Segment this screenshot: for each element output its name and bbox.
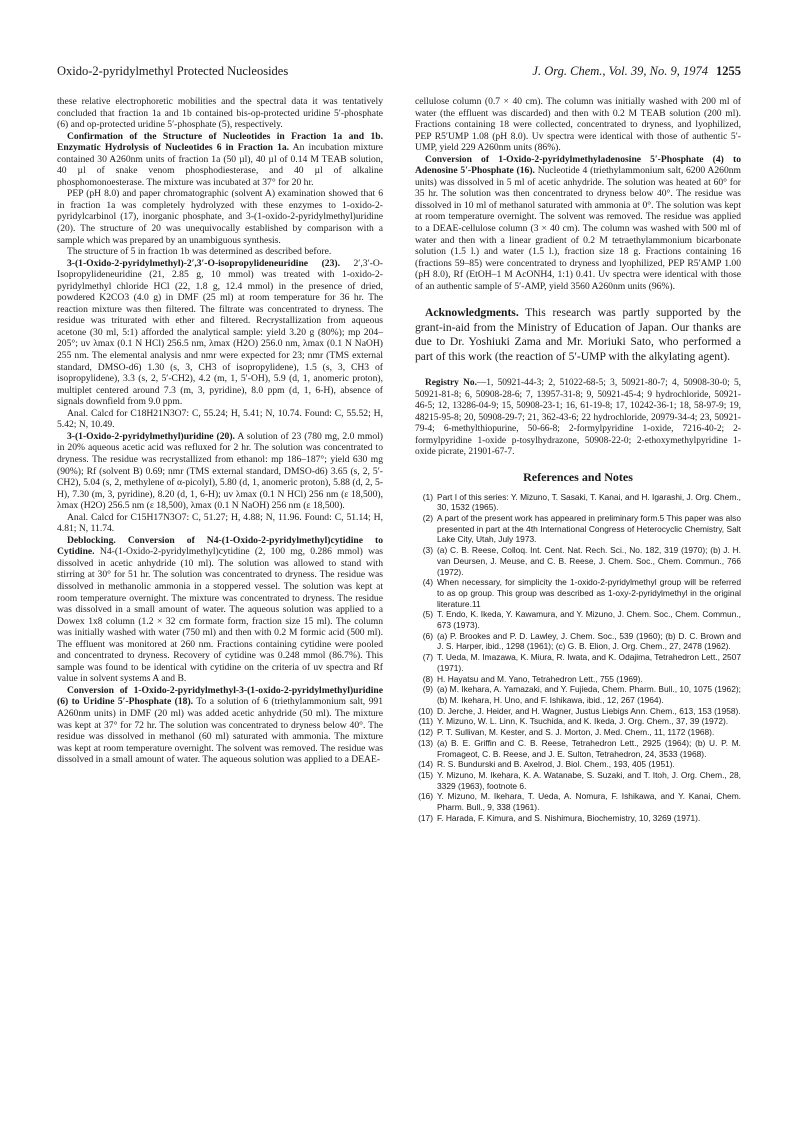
paragraph-heading: 3-(1-Oxido-2-pyridylmethyl)-2′,3′-O-isopropylideneuridine (23). xyxy=(67,257,340,269)
reference-text: T. Ueda, M. Imazawa, K. Miura, R. Iwata, and K. Odajima, Tetrahedron Lett., 2507 (1971). xyxy=(437,652,741,673)
references-heading: References and Notes xyxy=(523,470,633,485)
paragraph-heading: 3-(1-Oxido-2-pyridylmethyl)uridine (20). xyxy=(67,430,235,442)
paragraph-text: cellulose column (0.7 × 40 cm). The column was initially washed with 200 ml of water (the effluent was discarded) and then with 0.2 M TEAB solution (200 ml). Fractions containing 18 were collected, concentrated to dryness, and lyophilized, PEP R5′UMP 1.08 (pH 8.0). Uv spectra were identical with those of authentic 5′-UMP, yield 229 A260nm units (86%). xyxy=(415,96,741,154)
paragraph-heading: Conversion of 1-Oxido-2-pyridylmethyl-3-(1-oxido-2-pyridylmethyl)uridine (6) to Uridine 5′-Phosphate (18). xyxy=(57,684,383,708)
reference-number: (8) xyxy=(422,673,433,684)
reference-number: (6) xyxy=(422,630,433,641)
references-list xyxy=(415,492,741,824)
reference-text: Y. Mizuno, W. L. Linn, K. Tsuchida, and K. Ikeda, J. Org. Chem., 37, 39 (1972). xyxy=(437,716,729,727)
running-title: Oxido-2-pyridylmethyl Protected Nucleosides xyxy=(57,64,289,78)
right-column xyxy=(415,96,741,823)
reference-text: (a) P. Brookes and P. D. Lawley, J. Chem. Soc., 539 (1960); (b) D. C. Brown and J. S. Harper, ibid., 1298 (1961); (c) G. B. Elion, J. Org. Chem., 27, 2478 (1962). xyxy=(437,630,741,652)
journal-citation xyxy=(532,64,741,79)
reference-text: F. Harada, F. Kimura, and S. Nishimura, Biochemistry, 10, 3269 (1971). xyxy=(437,812,701,823)
page-header xyxy=(57,64,741,84)
paragraph-text: Anal. Calcd for C18H21N3O7: C, 55.24; H, 5.41; N, 10.74. Found: C, 55.52; H, 5.42; N, 10.49. xyxy=(57,407,383,431)
acknowledgments-heading: Acknowledgments. xyxy=(425,306,519,320)
paragraph-text: 2′,3′-O-Isopropylideneuridine (21, 2.85 g, 10 mmol) was treated with 1-oxido-2-pyridylmethyl chloride HCl (22, 1.8 g, 12.4 mmol) in the presence of dried, powdered K2CO3 (4.0 g) in DMF (25 ml) at room temperature for 36 hr. The reaction mixture was then filtered. The filtrate was concentrated to dryness. The residue was triturated with ether and filtered. Recrystallization from aqueous acetone (30 ml, 5:1) afforded the analytical sample: yield 3.20 g (80%); mp 204–205°; uv λmax (0.1 N HCl) 256.5 nm, λmax (H2O) 256.0 nm, λmax (0.1 N NaOH) 255 nm. The elemental analysis and nmr were expected for 23; nmr (TMS external standard, DMSO-d6) 1.30 (s, 3, CH3 of isopropylidene), 1.5 (s, 3, CH3 of isopropylidene), 3.3 (s, 2, 5′-CH2), 4.2 (m, 1, 5′-OH), 5.9 (d, 1, anomeric proton), multiplet centered around 7.3 (m, 3, pyridine), 8.0 ppm (d, 1, 6-H), absence of signals downfield from 9.0 ppm. xyxy=(57,257,383,408)
reference-item xyxy=(415,609,741,630)
reference-number: (12) xyxy=(418,727,433,738)
reference-item xyxy=(415,738,741,759)
reference-text: Y. Mizuno, M. Ikehara, K. A. Watanabe, S. Suzaki, and T. Itoh, J. Org. Chem., 28, 3329 (1963), footnote 6. xyxy=(437,769,741,791)
reference-item xyxy=(415,791,741,812)
reference-item xyxy=(415,652,741,673)
paragraph-text: PEP (pH 8.0) and paper chromatographic (solvent A) examination showed that 6 in fraction 1a was completely hydrolyzed with these enzymes to 1-oxido-2-pyridylcarbinol (17), inorganic phosphate, and 3-(1-oxido-2-pyridylmethyl)uridine (20). The structure of 20 was unequivocally established by comparison with a sample which was prepared by an unambiguous synthesis. xyxy=(57,188,383,246)
reference-number: (16) xyxy=(418,791,433,802)
page-number: 1255 xyxy=(716,64,741,78)
registry-text: —1, 50921-44-3; 2, 51022-68-5; 3, 50921-80-7; 4, 50908-30-0; 5, 50921-81-8; 6, 50908-28-6; 7, 13957-31-8; 9, 50921-45-4; 9 hydrochloride, 50921-46-5; 12, 13286-04-9; 15, 50908-23-1; 16, 61-19-8; 17, 10242-36-1; 18, 58-97-9; 19, 48215-95-8; 20, 50908-29-7; 21, 362-43-6; 22 hydrochloride, 20979-34-4; 23, 50921-79-4; 6-methylthiopurine, 50-66-8; 2-formylpyridine 1-oxide, 7216-40-2; 2-formylpyridine 1-oxide p-tosylhydrazone, 50908-22-0; 2-ethoxymethylpyridine 1-oxide picrate, 21901-67-7. xyxy=(415,377,741,458)
reference-text: R. S. Bundurski and B. Axelrod, J. Biol. Chem., 193, 405 (1951). xyxy=(437,759,675,770)
reference-item xyxy=(415,770,741,791)
paragraph xyxy=(57,131,383,189)
right-column-body xyxy=(415,96,741,292)
reference-text: P. T. Sullivan, M. Kester, and S. J. Morton, J. Med. Chem., 11, 1172 (1968). xyxy=(437,727,715,738)
reference-item xyxy=(415,716,741,727)
paragraph-text: N4-(1-Oxido-2-pyridylmethyl)cytidine (2, 100 mg, 0.286 mmol) was dissolved in acetic anhydride (10 ml). The solution was allowed to stand with stirring at 30° for 51 hr. The solution was concentrated to dryness. The residue was dissolved in methanolic ammonia in a stoppered vessel. The solution was kept at room temperature overnight. The mixture was concentrated to dryness. The residue was dissolved in a small amount of water. The aqueous solution was applied to a Dowex 1x8 column (1.2 × 32 cm formate form, fraction size 15 ml). The column was initially washed with water (750 ml) and then with 0.2 M formic acid (500 ml). The effluent was monitored at 260 nm. Fractions containing cytidine were pooled and concentrated to dryness. Recovery of cytidine was 0.248 mmol (86.7%). This sample was found to be identical with cytidine on the criteria of uv spectra and Rf value in solvent systems A and B. xyxy=(57,546,383,685)
reference-number: (3) xyxy=(422,545,433,556)
reference-item xyxy=(415,727,741,738)
reference-text: (a) C. B. Reese, Colloq. Int. Cent. Nat. Rech. Sci., No. 182, 319 (1970); (b) J. H. van Deursen, J. Meuse, and C. B. Reese, J. Chem. Soc., Chem. Commun., 766 (1972). xyxy=(437,545,741,577)
reference-number: (1) xyxy=(422,491,433,502)
reference-number: (17) xyxy=(418,812,433,823)
paragraph xyxy=(415,154,741,293)
paragraph-heading: Deblocking. Conversion of N4-(1-Oxido-2-pyridylmethyl)cytidine to Cytidine. xyxy=(57,534,383,558)
reference-item xyxy=(415,813,741,824)
reference-number: (14) xyxy=(418,759,433,770)
reference-number: (5) xyxy=(422,609,433,620)
paragraph-heading: Conversion of 1-Oxido-2-pyridylmethyladenosine 5′-Phosphate (4) to Adenosine 5′-Phosphate (16). xyxy=(415,153,741,177)
reference-text: (a) M. Ikehara, A. Yamazaki, and Y. Fujieda, Chem. Pharm. Bull., 10, 1075 (1962); (b) M. Ikehara, H. Uno, and F. Ishikawa, ibid., 12, 267 (1964). xyxy=(437,684,741,705)
reference-number: (13) xyxy=(418,737,433,748)
reference-number: (10) xyxy=(418,705,433,716)
paragraph xyxy=(57,96,383,131)
reference-text: (a) B. E. Griffin and C. B. Reese, Tetrahedron Lett., 2925 (1964); (b) U. P. M. Fromageot, C. B. Reese, and J. E. Sulton, Tetrahedron, 24, 3533 (1968). xyxy=(437,737,741,759)
journal-name: J. Org. Chem., Vol. 39, No. 9, 1974 xyxy=(532,64,708,78)
paragraph xyxy=(57,188,383,246)
paragraph xyxy=(57,258,383,408)
acknowledgments xyxy=(415,306,741,364)
reference-number: (9) xyxy=(422,684,433,695)
paragraph xyxy=(57,512,383,535)
registry-numbers xyxy=(415,378,741,459)
paragraph-text: An incubation mixture contained 30 A260nm units of fraction 1a (50 µl), 40 µl of 0.14 M TEAB solution, 40 µl of snake venom phosphodiesterase, and 40 µl of alkaline phosphomonoesterase. The mixture was incubated at 37° for 20 hr. xyxy=(57,142,384,188)
reference-number: (2) xyxy=(422,513,433,524)
reference-item xyxy=(415,631,741,652)
paragraph xyxy=(57,535,383,685)
reference-item xyxy=(415,706,741,717)
reference-text: D. Jerche, J. Heider, and H. Wagner, Justus Liebigs Ann. Chem., 613, 153 (1958). xyxy=(437,705,741,716)
reference-item xyxy=(415,759,741,770)
left-column xyxy=(57,96,383,766)
reference-item xyxy=(415,674,741,685)
reference-item xyxy=(415,577,741,609)
paragraph-text: these relative electrophoretic mobilities and the spectral data it was tentatively concluded that fraction 1a and 1b contained bis-op-protected uridine 5′-phosphate (6) and op-protected uridine 5′-phosphate (5), respectively. xyxy=(57,96,383,131)
paragraph-text: Anal. Calcd for C15H17N3O7: C, 51.27; H, 4.88; N, 11.96. Found: C, 51.14; H, 4.81; N, 11.74. xyxy=(57,511,383,535)
paragraph xyxy=(57,246,383,258)
reference-item xyxy=(415,684,741,705)
registry-heading: Registry No. xyxy=(425,377,477,388)
reference-item xyxy=(415,545,741,577)
paragraph-text: Nucleotide 4 (triethylammonium salt, 6200 A260nm units) was dissolved in 5 ml of acetic anhydride. The solution was heated at 60° for 35 hr. The solution was then concentrated to dryness below 40°. The residue was dissolved in 10 ml of methanol saturated with ammonia at 0°. The solution was kept at room temperature overnight. The solvent was removed. The residue was applied to a DEAE-cellulose column (3 × 40 cm). The column was washed with 500 ml of water and then with a linear gradient of 0.2 M tetraethylammonium bicarbonate solution (1.5 l.) and water (1.5 l.), fraction size 18 g. Fractions containing 16 (fractions 59–85) were concentrated to dryness and lyophilized, PEP R5′AMP 1.00 (pH 8.0), Rf (EtOH–1 M AcONH4, 1:1) 0.41. Uv spectra were identical with those of an authentic sample of 5′-AMP, yield 3560 A260nm units (96%). xyxy=(415,165,741,292)
reference-item xyxy=(415,513,741,545)
acknowledgments-text: This research was partly supported by the grant-in-aid from the Ministry of Education of Japan. Our thanks are due to Dr. Yoshiuki Zama and Mr. Moriuki Sato, who performed a part of this work (the reaction of 5′-UMP with the alkylating agent). xyxy=(415,306,741,363)
reference-text: A part of the present work has appeared in preliminary form.5 This paper was also presented in part at the 4th International Congress of Heterocyclic Chemistry, Salt Lake City, Utah, July 1973. xyxy=(437,513,741,545)
paragraph xyxy=(57,431,383,512)
reference-text: Part I of this series: Y. Mizuno, T. Sasaki, T. Kanai, and H. Igarashi, J. Org. Chem., 30, 1532 (1965). xyxy=(437,491,741,513)
reference-number: (15) xyxy=(418,769,433,780)
paragraph xyxy=(57,408,383,431)
reference-text: When necessary, for simplicity the 1-oxido-2-pyridylmethyl group will be referred to as op group. This group was described as 1-oxy-2-pyridylmethyl in the original literature.11 xyxy=(437,577,741,609)
paragraph xyxy=(415,96,741,154)
paragraph xyxy=(57,685,383,766)
reference-number: (11) xyxy=(418,716,433,727)
reference-number: (7) xyxy=(422,652,433,663)
paragraph-text: To a solution of 6 (triethylammonium salt, 991 A260nm units) in DMF (20 ml) was added acetic anhydride (50 ml). The mixture was kept at 37° for 72 hr. The solution was concentrated to dryness below 40°. The residue was dissolved in methanol (60 ml) saturated with ammonia. The mixture was kept at room temperature overnight. The solvent was removed. The residue was dissolved in a small amount of water. The aqueous solution was applied to a DEAE- xyxy=(57,696,383,766)
reference-text: T. Endo, K. Ikeda, Y. Kawamura, and Y. Mizuno, J. Chem. Soc., Chem. Commun., 673 (1973). xyxy=(437,609,741,631)
reference-item xyxy=(415,492,741,513)
reference-number: (4) xyxy=(422,577,433,588)
paragraph-text: A solution of 23 (780 mg, 2.0 mmol) in 20% aqueous acetic acid was refluxed for 2 hr. The solution was concentrated to dryness. The residue was recrystallized from ethanol: mp 186–187°; yield 630 mg (90%); Rf (solvent B) 0.69; nmr (TMS external standard, DMSO-d6) 3.65 (s, 2, 5′-CH2), 5.04 (s, 2, methylene of α-picolyl), 5.80 (d, 1, anomeric proton), 5.88 (d, 2, 5-H), 7.30 (m, 3, pyridine), 8.20 (d, 1, 6-H); uv λmax (0.1 N HCl) 256 nm (ε 18,500), λmax (H2O) 256.5 nm (ε 18,500), λmax (0.1 N NaOH) 256 nm (ε 18,500). xyxy=(57,430,383,512)
paragraph-heading: Confirmation of the Structure of Nucleotides in Fraction 1a and 1b. Enzymatic Hydrolysis of Nucleotides 6 in Fraction 1a. xyxy=(57,130,383,154)
reference-text: Y. Mizuno, M. Ikehara, T. Ueda, A. Nomura, F. Ishikawa, and Y. Kanai, Chem. Pharm. Bull., 9, 338 (1961). xyxy=(437,791,741,813)
paragraph-text: The structure of 5 in fraction 1b was determined as described before. xyxy=(67,246,332,258)
reference-text: H. Hayatsu and M. Yano, Tetrahedron Lett., 755 (1969). xyxy=(437,673,643,684)
